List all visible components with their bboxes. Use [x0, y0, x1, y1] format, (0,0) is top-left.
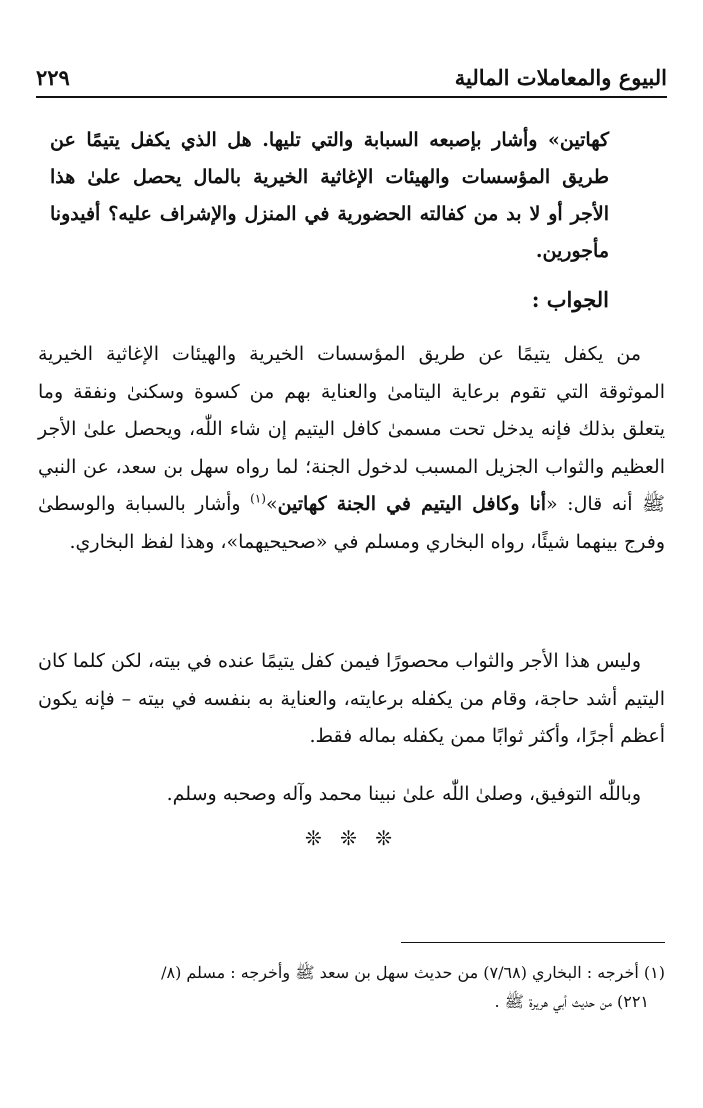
- footnote-marker[interactable]: (١): [250, 491, 266, 506]
- answer-heading: الجواب :: [531, 287, 609, 312]
- page-number: ٢٢٩: [36, 65, 70, 90]
- footnote: [38, 958, 665, 1016]
- paragraph-1-rest: وأشار بالسبابة والوسطىٰ وفرج بينهما شيئًا، رواه البخاري ومسلم في «صحيحيهما»، وهذا لفظ البخاري.: [38, 493, 665, 553]
- section-separator: ❊ ❊ ❊: [305, 826, 398, 850]
- running-title: البيوع والمعاملات المالية: [454, 65, 667, 90]
- paragraph-2-text: وليس هذا الأجر والثواب محصورًا فيمن كفل يتيمًا عنده في بيته، لكن كلما كان اليتيم أشد حاجة، وقام من يكفله برعايته، والعناية به بنفسه في بيته – فإنه يكون أعظم أجرًا، وأكثر ثوابًا ممن يكفله بماله فقط.: [38, 650, 665, 747]
- answer-paragraph-3: [38, 776, 665, 814]
- answer-paragraph-2: [38, 643, 665, 756]
- footnote-line-1: (١) أخرجه : البخاري (٧/٦٨) من حديث سهل بن سعد ﷺ وأخرجه : مسلم (٨/: [161, 963, 665, 982]
- answer-paragraph-1: [38, 336, 665, 561]
- quote-close: »: [265, 493, 278, 515]
- question-text: كهاتين» وأشار بإصبعه السبابة والتي تليها. هل الذي يكفل يتيمًا عن طريق المؤسسات والهيئات الإغاثية الخيرية بالمال يحصل علىٰ هذا الأجر أو لا بد من كفالته الحضورية في المنزل والإشراف عليه؟ أفيدونا مأجورين.: [50, 129, 609, 262]
- hadith-quote: أنا وكافل اليتيم في الجنة كهاتين: [277, 493, 547, 515]
- footnote-divider: [401, 942, 665, 943]
- paragraph-1-intro: من يكفل يتيمًا عن طريق المؤسسات الخيرية والهيئات الإغاثية الخيرية الموثوقة التي تقوم برعاية اليتامىٰ والعناية بهم من كسوة وسكنىٰ ونفقة وما يتعلق بذلك فإنه يدخل تحت مسمىٰ كافل اليتيم إن شاء اللّٰه، ويحصل علىٰ الأجر العظيم والثواب الجزيل المسبب لدخول الجنة؛ لما رواه سهل بن سعد، عن النبي ﷺ أنه قال: «: [38, 343, 665, 515]
- footnote-line-2: ٢٢١) من حديث أبي هريرة ﷺ .: [494, 992, 649, 1011]
- page-header: [36, 62, 667, 98]
- paragraph-3-text: وباللّٰه التوفيق، وصلىٰ اللّٰه علىٰ نبينا محمد وآله وصحبه وسلم.: [166, 783, 641, 805]
